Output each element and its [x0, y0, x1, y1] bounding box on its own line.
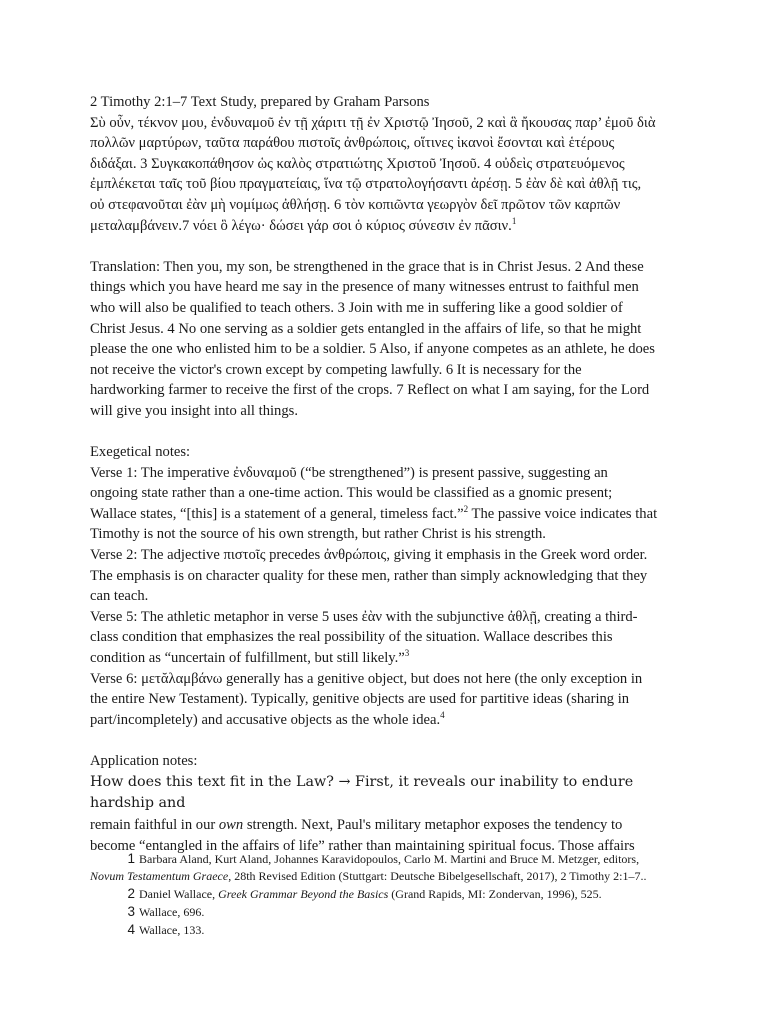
footnote-1-continued: [90, 868, 690, 885]
footnote-number: 1: [127, 851, 135, 866]
footnote-text: , 28th Revised Edition (Stuttgart: Deutsche Bibelgesellschaft, 2017), 2 Timothy 2:1–7..: [228, 869, 647, 883]
verse-5-note-line: [90, 648, 686, 669]
application-line: [90, 815, 686, 837]
translation-line: who will also be qualified to teach others. 3 Join with me in suffering like a good soldier of: [90, 299, 623, 316]
translation-line: Christ Jesus. 4 No one serving as a soldier gets entangled in the affairs of life, so that he might: [90, 320, 642, 337]
book-title: Greek Grammar Beyond the Basics: [218, 887, 389, 901]
book-title: Novum Testamentum Graece: [90, 869, 229, 883]
footnote-text: Barbara Aland, Kurt Aland, Johannes Karavidopoulos, Carlo M. Martini and Bruce M. Metzger, editors,: [139, 852, 640, 866]
footnote-ref[interactable]: 3: [404, 648, 410, 659]
verse-6-note-line: Verse 6: μετᾰλαμβάνω generally has a genitive object, but does not here (the only exception in: [90, 670, 643, 687]
verse-2-note-line: Verse 2: The adjective πιστοῖς precedes ἀνθρώποις, giving it emphasis in the Greek word order.: [90, 547, 648, 564]
footnote-number: 3: [127, 904, 135, 919]
note-text: The passive voice indicates that: [468, 505, 658, 522]
application-notes: [90, 751, 686, 858]
note-text: Wallace states, “[this] is a statement of a general, timeless fact.”: [90, 505, 464, 522]
greek-line: πολλῶν μαρτύρων, ταῦτα παράθου πιστοῖς ἀνθρώποις, οἵτινες ἱκανοὶ ἔσονται καὶ ἑτέρους: [90, 135, 615, 152]
footnote-ref[interactable]: 4: [440, 709, 445, 720]
footnote-ref[interactable]: 1: [511, 215, 517, 226]
note-text: part/incompletely) and accusative objects as the whole idea.: [90, 711, 441, 728]
translation-line: things which you have heard me say in the presence of many witnesses entrust to faithful men: [90, 279, 639, 296]
verse-1-note-line: Verse 1: The imperative ἐνδυναμοῦ (“be strengthened”) is present passive, suggesting an: [90, 464, 608, 481]
emphasis-text: own: [218, 816, 244, 833]
application-text: strength. Next, Paul's military metaphor exposes the tendency to: [243, 816, 623, 833]
document-title: 2 Timothy 2:1–7 Text Study, prepared by Graham Parsons: [90, 94, 430, 110]
verse-1-note-line: Timothy is not the source of his own strength, but rather Christ is his strength.: [90, 526, 546, 543]
footnote-text: (Grand Rapids, MI: Zondervan, 1996), 525.: [388, 887, 602, 901]
greek-line: ἐμπλέκεται ταῖς τοῦ βίου πραγματείαις, ἵνα τῷ στρατολογήσαντι ἀρέσῃ. 5 ἐὰν δὲ καὶ ἀθλῇ τις,: [90, 176, 642, 193]
translation-line: not receive the victor's crown except by competing lawfully. 6 It is necessary for the: [90, 361, 582, 378]
footnote-3: [90, 903, 690, 921]
section-heading: Application notes:: [90, 753, 198, 769]
footnote-ref[interactable]: 2: [463, 504, 469, 515]
translation: [90, 257, 686, 422]
application-line: How does this text fit in the Law? → First, it reveals our inability to endure hardship and: [90, 773, 634, 812]
application-line: become “entangled in the affairs of life” rather than maintaining spiritual focus. Those affairs: [90, 838, 635, 855]
greek-line: [90, 216, 686, 237]
footnote-1: [90, 850, 690, 868]
footnote-4: [90, 921, 690, 939]
verse-2-note-line: The emphasis is on character quality for these men, rather than simply acknowledging that they: [90, 567, 648, 584]
footnote-number: 4: [127, 922, 135, 937]
verse-1-note-line: [90, 504, 686, 525]
greek-line: Σὺ οὖν, τέκνον μου, ἐνδυναμοῦ ἐν τῇ χάριτι τῇ ἐν Χριστῷ Ἰησοῦ, 2 καὶ ἃ ἤκουσας παρ’ ἐμοῦ διὰ: [90, 114, 656, 131]
footnote-2: [90, 885, 690, 903]
footnotes: [90, 850, 690, 939]
exegetical-notes: [90, 442, 686, 730]
verse-1-note-line: ongoing state rather than a one-time action. This would be classified as a gnomic present;: [90, 485, 613, 502]
translation-line: hardworking farmer to receive the first of the crops. 7 Reflect on what I am saying, for the Lord: [90, 382, 650, 399]
greek-line-text: μεταλαμβάνειν.7 νόει ὃ λέγω· δώσει γάρ σοι ὁ κύριος σύνεσιν ἐν πᾶσιν.: [90, 217, 512, 234]
translation-line: will give you insight into all things.: [90, 402, 298, 419]
greek-line: διδάξαι. 3 Συγκακοπάθησον ὡς καλὸς στρατιώτης Χριστοῦ Ἰησοῦ. 4 οὐδεὶς στρατευόμενος: [90, 155, 625, 172]
verse-5-note-line: class condition that emphasizes the real possibility of the situation. Wallace describes this: [90, 629, 613, 646]
translation-line: Translation: Then you, my son, be strengthened in the grace that is in Christ Jesus. 2 And these: [90, 258, 644, 275]
application-text: remain faithful in our: [90, 816, 219, 833]
note-text: condition as “uncertain of fulfillment, but still likely.”: [90, 650, 405, 667]
document-body: [90, 92, 686, 858]
greek-text: [90, 113, 686, 237]
translation-line: please the one who enlisted him to be a soldier. 5 Also, if anyone competes as an athlete, he does: [90, 341, 655, 358]
verse-6-note-line: the entire New Testament). Typically, genitive objects are used for partitive ideas (sharing in: [90, 691, 630, 708]
greek-line: οὐ στεφανοῦται ἐὰν μὴ νομίμως ἀθλήσῃ. 6 τὸν κοπιῶντα γεωργὸν δεῖ πρῶτον τῶν καρπῶν: [90, 196, 621, 213]
verse-2-note-line: can teach.: [90, 588, 149, 605]
verse-5-note-line: Verse 5: The athletic metaphor in verse 5 uses ἐὰν with the subjunctive ἀθλῇ, creating a third-: [90, 608, 638, 625]
verse-6-note-line: [90, 710, 686, 731]
section-heading: Exegetical notes:: [90, 444, 191, 461]
footnote-text: Wallace, 133.: [139, 923, 205, 937]
footnote-text: Wallace, 696.: [139, 905, 205, 919]
footnote-text: Daniel Wallace,: [139, 887, 219, 901]
footnote-number: 2: [127, 886, 135, 901]
